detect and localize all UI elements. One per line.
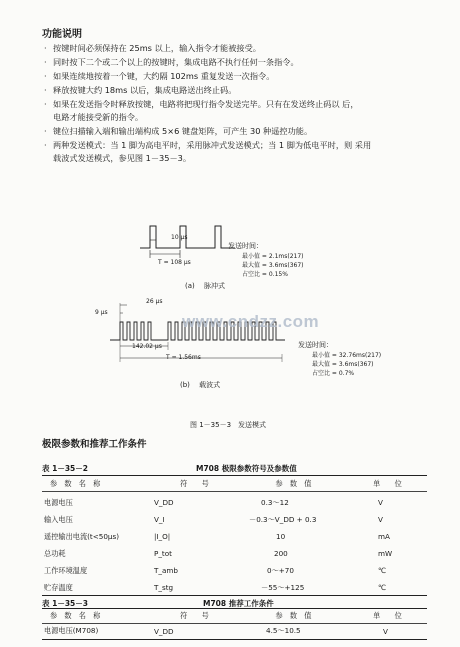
bullet-item: · 键位扫描输入端和输出端构成 5×6 键盘矩阵，可产生 30 种遥控功能。 — [44, 126, 313, 136]
pulse-info-min: 最小值 = 2.1ms(217) — [242, 253, 304, 260]
pulse-period-label: T = 108 μs — [158, 259, 191, 266]
table-header-row — [42, 478, 427, 490]
bullet-item: · 按键时间必须保持在 25ms 以上，输入指令才能被接受。 — [44, 43, 261, 53]
section-title: 功能说明 — [42, 29, 82, 40]
carrier-info-title: 发送时间： — [298, 341, 333, 349]
table1-label: 表 1－35－2 — [42, 464, 88, 473]
table-row: 工作环境温度 T_amb 0～+70 ℃ — [44, 565, 387, 575]
header-cell: 符 号 — [180, 479, 209, 488]
table-row: 电源电压(M708) V_DD 4.5～10.5 V — [44, 626, 388, 636]
pulse-info-title: 发送时间： — [228, 242, 263, 250]
recommended-table — [42, 610, 427, 622]
header-cell: 单 位 — [373, 479, 402, 488]
pulse-width-label: 10 μs — [171, 234, 188, 241]
watermark: www.cndzz.com — [182, 312, 320, 331]
bullet-item-continued: 载波式发送模式，参见图 1－35－3。 — [53, 153, 192, 163]
header-cell: 参 数 名 称 — [50, 479, 101, 488]
section2-title: 极限参数和推荐工作条件 — [42, 439, 147, 450]
carrier-info-min: 最小值 = 32.76ms(217) — [312, 352, 382, 359]
table2-title: M708 推荐工作条件 — [203, 599, 274, 608]
bullet-item: · 同时按下二个或二个以上的按键时，集成电路不执行任何一条指令。 — [44, 57, 299, 67]
table-row: 遥控输出电流(t<50μs) |I_O| 10 mA — [44, 531, 390, 541]
carrier-burst-label: 142.02 μs — [132, 343, 162, 350]
bullet-item-continued: 电路才能接受新的指令。 — [53, 112, 144, 122]
table-row: 输入电压 V_I －0.3～V_DD + 0.3 V — [44, 514, 383, 524]
pulse-info-duty: 占空比 = 0.15% — [242, 271, 288, 278]
recommended-table-body — [42, 625, 427, 637]
figure-b-caption: (b) 载波式 — [180, 381, 221, 389]
table1-title: M708 极限参数符号及参数值 — [196, 464, 297, 473]
pulse-info — [228, 241, 304, 278]
figure-a-caption: (a) 脉冲式 — [185, 282, 225, 290]
figure-caption: 图 1－35－3 发送模式 — [190, 421, 267, 429]
pulse-info-max: 最大值 = 3.6ms(367) — [242, 262, 304, 269]
carrier-info-duty: 占空比 = 0.7% — [312, 370, 355, 377]
bullet-item: · 如果连续地按着一个键，大约隔 102ms 重复发送一次指令。 — [44, 71, 275, 81]
carrier-pulse-label: 9 μs — [95, 309, 108, 316]
carrier-info — [298, 340, 381, 377]
table2-label: 表 1－35－3 — [42, 599, 88, 608]
limits-table — [42, 478, 427, 490]
carrier-period-label: 26 μs — [146, 298, 163, 305]
table-row: 总功耗 P_tot 200 mW — [44, 548, 393, 558]
table-row: 电源电压 V_DD 0.3～12 V — [44, 497, 383, 507]
carrier-waveform — [110, 300, 310, 370]
table-row: 贮存温度 T_stg －55～+125 ℃ — [44, 582, 387, 592]
bullet-item: · 如果在发送指令时释放按键，电路将把现行指令发送完毕。只有在发送终止码以 后， — [44, 99, 359, 109]
carrier-frame-label: T = 1.56ms — [166, 354, 201, 361]
bullet-item: · 释放按键大约 18ms 以后，集成电路送出终止码。 — [44, 85, 237, 95]
table-header-row: 参 数 名 称 符 号 参 数 值 单 位 — [50, 611, 402, 620]
carrier-info-max: 最大值 = 3.6ms(367) — [312, 361, 374, 368]
header-cell: 参 数 值 — [275, 479, 312, 488]
bullet-item: · 两种发送模式：当 1 脚为高电平时，采用脉冲式发送模式；当 1 脚为低电平时，则 采用 — [44, 140, 372, 150]
limits-table-body — [42, 494, 427, 596]
bullet-list — [44, 43, 371, 163]
